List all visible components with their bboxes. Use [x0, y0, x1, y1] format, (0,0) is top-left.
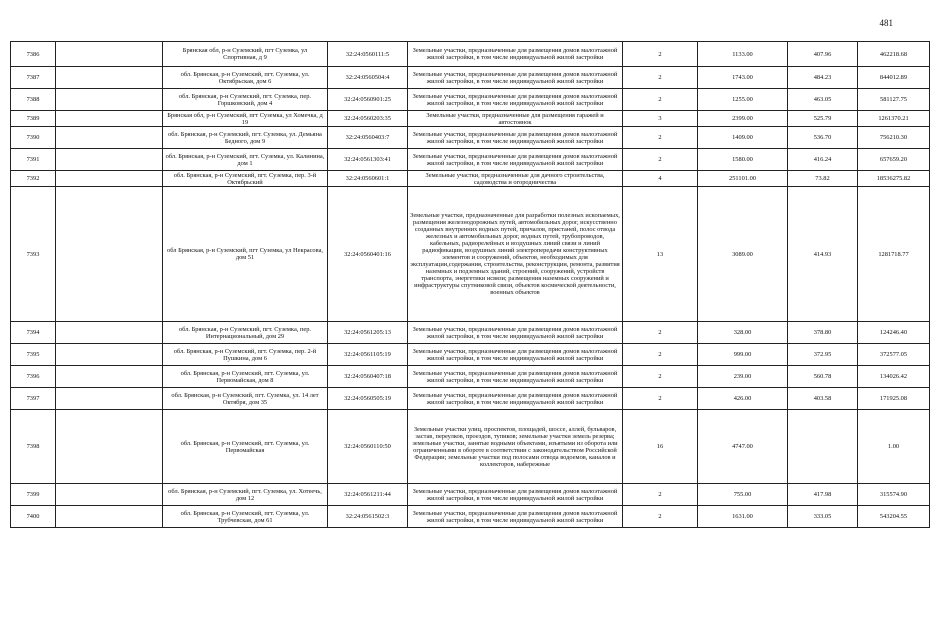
table-row	[11, 484, 930, 506]
empty-cell	[56, 506, 163, 528]
land-use-cell: Земельные участки улиц, проспектов, площадей, шоссе, аллей, бульваров, застав, переулков, проездов, тупиков; земельные участки земель резерва; земельные участки, занятые водными объектами, изъятыми из оборота или ограниченными в обороте в соответствии с законодательством Российской Федерации; земельные участки под полосами отвода водоемов, каналов и коллекторов, набережные	[408, 410, 623, 484]
cadastral-value-cell: 124246.40	[858, 322, 930, 344]
specific-value-cell: 525.79	[788, 111, 858, 127]
land-use-cell: Земельные участки, предназначенные для размещения домов малоэтажной жилой застройки, в том числе индивидуальной жилой застройки	[408, 322, 623, 344]
table-row	[11, 89, 930, 111]
empty-cell	[56, 127, 163, 149]
table-row	[11, 127, 930, 149]
empty-cell	[56, 42, 163, 67]
group-cell: 2	[623, 67, 698, 89]
registry-table	[10, 41, 930, 528]
empty-cell	[56, 89, 163, 111]
land-use-cell: Земельные участки, предназначенные для размещения домов малоэтажной жилой застройки, в том числе индивидуальной жилой застройки	[408, 149, 623, 171]
land-use-cell: Земельные участки, предназначенные для размещения домов малоэтажной жилой застройки, в том числе индивидуальной жилой застройки	[408, 67, 623, 89]
table-row	[11, 388, 930, 410]
group-cell: 2	[623, 484, 698, 506]
cadastral-number-cell: 32:24:0561211:44	[328, 484, 408, 506]
area-cell: 1743.00	[698, 67, 788, 89]
cadastral-number-cell: 32:24:0561205:13	[328, 322, 408, 344]
area-cell: 239.00	[698, 366, 788, 388]
cadastral-value-cell: 134026.42	[858, 366, 930, 388]
specific-value-cell: 560.78	[788, 366, 858, 388]
address-cell: обл. Брянская, р-н Суземский, пгт. Суземка, пер. 3-й Октябрьский	[163, 171, 328, 187]
cadastral-number-cell: 32:24:0560407:18	[328, 366, 408, 388]
empty-cell	[56, 322, 163, 344]
land-use-cell: Земельные участки, предназначенные для размещения домов малоэтажной жилой застройки, в том числе индивидуальной жилой застройки	[408, 344, 623, 366]
cadastral-value-cell: 315574.90	[858, 484, 930, 506]
page-number: 481	[879, 18, 893, 28]
table-row	[11, 506, 930, 528]
group-cell: 2	[623, 506, 698, 528]
area-cell: 1580.00	[698, 149, 788, 171]
table-row	[11, 111, 930, 127]
cadastral-value-cell: 171925.08	[858, 388, 930, 410]
address-cell: обл. Брянская, р-н Суземский, пгт. Суземка, ул. Октябрьская, дом 6	[163, 67, 328, 89]
table-row	[11, 410, 930, 484]
cadastral-value-cell: 543204.55	[858, 506, 930, 528]
specific-value-cell: 407.96	[788, 42, 858, 67]
cadastral-value-cell: 372577.05	[858, 344, 930, 366]
row-number-cell: 7392	[11, 171, 56, 187]
empty-cell	[56, 171, 163, 187]
specific-value-cell: 403.58	[788, 388, 858, 410]
area-cell: 328.00	[698, 322, 788, 344]
row-number-cell: 7390	[11, 127, 56, 149]
group-cell: 2	[623, 388, 698, 410]
row-number-cell: 7391	[11, 149, 56, 171]
cadastral-number-cell: 32:24:0560505:19	[328, 388, 408, 410]
group-cell: 2	[623, 366, 698, 388]
address-cell: обл. Брянская, р-н Суземский, пгт. Суземка, ул. Трубчевская, дом 61	[163, 506, 328, 528]
specific-value-cell: 536.70	[788, 127, 858, 149]
land-use-cell: Земельные участки, предназначенные для размещения гаражей и автостоянок	[408, 111, 623, 127]
cadastral-number-cell: 32:24:0560401:16	[328, 187, 408, 322]
area-cell: 1133.00	[698, 42, 788, 67]
specific-value-cell: 416.24	[788, 149, 858, 171]
address-cell: Брянская обл, р-н Суземский, пгт Суземка, ул Хомечка, д 19	[163, 111, 328, 127]
row-number-cell: 7386	[11, 42, 56, 67]
cadastral-number-cell: 32:24:0560203:35	[328, 111, 408, 127]
table-row	[11, 171, 930, 187]
specific-value-cell: 372.95	[788, 344, 858, 366]
group-cell: 2	[623, 149, 698, 171]
table-row	[11, 322, 930, 344]
address-cell: обл. Брянская, р-н Суземский, пгт. Суземка, ул. Первомайская	[163, 410, 328, 484]
empty-cell	[56, 111, 163, 127]
cadastral-value-cell: 1261370.21	[858, 111, 930, 127]
empty-cell	[56, 187, 163, 322]
address-cell: обл. Брянская, р-н Суземский, пгт. Суземка, пер. 2-й Пушкина, дом 6	[163, 344, 328, 366]
empty-cell	[56, 388, 163, 410]
specific-value-cell: 378.80	[788, 322, 858, 344]
row-number-cell: 7400	[11, 506, 56, 528]
area-cell: 1255.00	[698, 89, 788, 111]
land-use-cell: Земельные участки, предназначенные для разработки полезных ископаемых, размещения железнодорожных путей, автомобильных дорог, искусственно созданных внутренних водных путей, причалов, пристаней, полос отвода железных и автомобильных дорог, водных путей, трубопроводов, кабельных, радиорелейных и воздушных линий связи и линий радиофикации, воздушных линий электропередачи конструктивных элементов и сооружений, объектов, необходимых для эксплуатации,содержания, строительства, реконструкции, ремонта, развития наземных и подземных зданий, строений, сооружений, устройств транспорта, энергетики исвязи; размещения наземных сооружений и инфраструктуры спутниковой связи, объектов космической деятельности, военных объектов	[408, 187, 623, 322]
land-use-cell: Земельные участки, предназначенные для размещения домов малоэтажной жилой застройки, в том числе индивидуальной жилой застройки	[408, 42, 623, 67]
group-cell: 2	[623, 89, 698, 111]
group-cell: 2	[623, 322, 698, 344]
area-cell: 426.00	[698, 388, 788, 410]
group-cell: 13	[623, 187, 698, 322]
cadastral-value-cell: 18536275.82	[858, 171, 930, 187]
specific-value-cell: 463.05	[788, 89, 858, 111]
area-cell: 3089.00	[698, 187, 788, 322]
cadastral-value-cell: 1.00	[858, 410, 930, 484]
address-cell: обл. Брянская, р-н Суземский, пгт. Суземка, ул. Демьяна Бедного, дом 9	[163, 127, 328, 149]
group-cell: 3	[623, 111, 698, 127]
cadastral-value-cell: 581127.75	[858, 89, 930, 111]
specific-value-cell: 73.82	[788, 171, 858, 187]
specific-value-cell: 333.05	[788, 506, 858, 528]
cadastral-value-cell: 844012.89	[858, 67, 930, 89]
cadastral-number-cell: 32:24:0561303:41	[328, 149, 408, 171]
empty-cell	[56, 344, 163, 366]
land-use-cell: Земельные участки, предназначенные для размещения домов малоэтажной жилой застройки, в том числе индивидуальной жилой застройки	[408, 366, 623, 388]
registry-table-body	[11, 42, 930, 528]
area-cell: 251101.00	[698, 171, 788, 187]
land-use-cell: Земельные участки, предназначенные для размещения домов малоэтажной жилой застройки, в том числе индивидуальной жилой застройки	[408, 388, 623, 410]
empty-cell	[56, 410, 163, 484]
table-row	[11, 42, 930, 67]
row-number-cell: 7397	[11, 388, 56, 410]
specific-value-cell: 484.23	[788, 67, 858, 89]
empty-cell	[56, 484, 163, 506]
address-cell: обл. Брянская, р-н Суземский, пгт. Суземка, ул. Первомайская, дом 8	[163, 366, 328, 388]
land-use-cell: Земельные участки, предназначенные для размещения домов малоэтажной жилой застройки, в том числе индивидуальной жилой застройки	[408, 127, 623, 149]
row-number-cell: 7395	[11, 344, 56, 366]
table-row	[11, 366, 930, 388]
address-cell: обл. Брянская, р-н Суземский, пгт. Суземка, ул. 14 лет Октября, дом 35	[163, 388, 328, 410]
specific-value-cell: 417.98	[788, 484, 858, 506]
land-use-cell: Земельные участки, предназначенные для дачного строительства, садоводства и огородничества	[408, 171, 623, 187]
area-cell: 4747.00	[698, 410, 788, 484]
area-cell: 2399.00	[698, 111, 788, 127]
cadastral-number-cell: 32:24:0560601:1	[328, 171, 408, 187]
group-cell: 2	[623, 344, 698, 366]
specific-value-cell: 414.93	[788, 187, 858, 322]
row-number-cell: 7396	[11, 366, 56, 388]
cadastral-number-cell: 32:24:0560901:25	[328, 89, 408, 111]
group-cell: 2	[623, 42, 698, 67]
table-row	[11, 67, 930, 89]
cadastral-value-cell: 756210.30	[858, 127, 930, 149]
group-cell: 4	[623, 171, 698, 187]
cadastral-number-cell: 32:24:0561105:19	[328, 344, 408, 366]
cadastral-value-cell: 657659.20	[858, 149, 930, 171]
cadastral-number-cell: 32:24:0560111:5	[328, 42, 408, 67]
row-number-cell: 7398	[11, 410, 56, 484]
row-number-cell: 7393	[11, 187, 56, 322]
row-number-cell: 7394	[11, 322, 56, 344]
cadastral-number-cell: 32:24:0561502:3	[328, 506, 408, 528]
land-use-cell: Земельные участки, предназначенные для размещения домов малоэтажной жилой застройки, в том числе индивидуальной жилой застройки	[408, 506, 623, 528]
cadastral-number-cell: 32:24:0560504:4	[328, 67, 408, 89]
empty-cell	[56, 67, 163, 89]
address-cell: Брянская обл, р-н Суземский, пгт Суземка, ул Спортивная, д 9	[163, 42, 328, 67]
group-cell: 2	[623, 127, 698, 149]
table-row	[11, 149, 930, 171]
land-use-cell: Земельные участки, предназначенные для размещения домов малоэтажной жилой застройки, в том числе индивидуальной жилой застройки	[408, 484, 623, 506]
row-number-cell: 7399	[11, 484, 56, 506]
cadastral-value-cell: 462218.68	[858, 42, 930, 67]
area-cell: 1409.00	[698, 127, 788, 149]
area-cell: 1631.00	[698, 506, 788, 528]
address-cell: обл. Брянская, р-н Суземский, пгт. Суземка, пер. Горшковский, дом 4	[163, 89, 328, 111]
group-cell: 16	[623, 410, 698, 484]
empty-cell	[56, 366, 163, 388]
row-number-cell: 7388	[11, 89, 56, 111]
land-use-cell: Земельные участки, предназначенные для размещения домов малоэтажной жилой застройки, в том числе индивидуальной жилой застройки	[408, 89, 623, 111]
address-cell: обл. Брянская, р-н Суземский, пгт. Суземка, ул. Хотеечь, дом 12	[163, 484, 328, 506]
row-number-cell: 7389	[11, 111, 56, 127]
cadastral-value-cell: 1281718.77	[858, 187, 930, 322]
address-cell: обл. Брянская, р-н Суземский, пгт. Суземка, ул. Калинина, дом 1	[163, 149, 328, 171]
table-row	[11, 187, 930, 322]
row-number-cell: 7387	[11, 67, 56, 89]
cadastral-number-cell: 32:24:0560110:50	[328, 410, 408, 484]
address-cell: обл. Брянская, р-н Суземский, пгт. Суземка, пер. Интернациональный, дом 29	[163, 322, 328, 344]
address-cell: обл Брянская, р-н Суземский, пгт Суземка, ул Некрасова, дом 51	[163, 187, 328, 322]
empty-cell	[56, 149, 163, 171]
cadastral-number-cell: 32:24:0560403:7	[328, 127, 408, 149]
area-cell: 999.00	[698, 344, 788, 366]
table-row	[11, 344, 930, 366]
area-cell: 755.00	[698, 484, 788, 506]
specific-value-cell	[788, 410, 858, 484]
